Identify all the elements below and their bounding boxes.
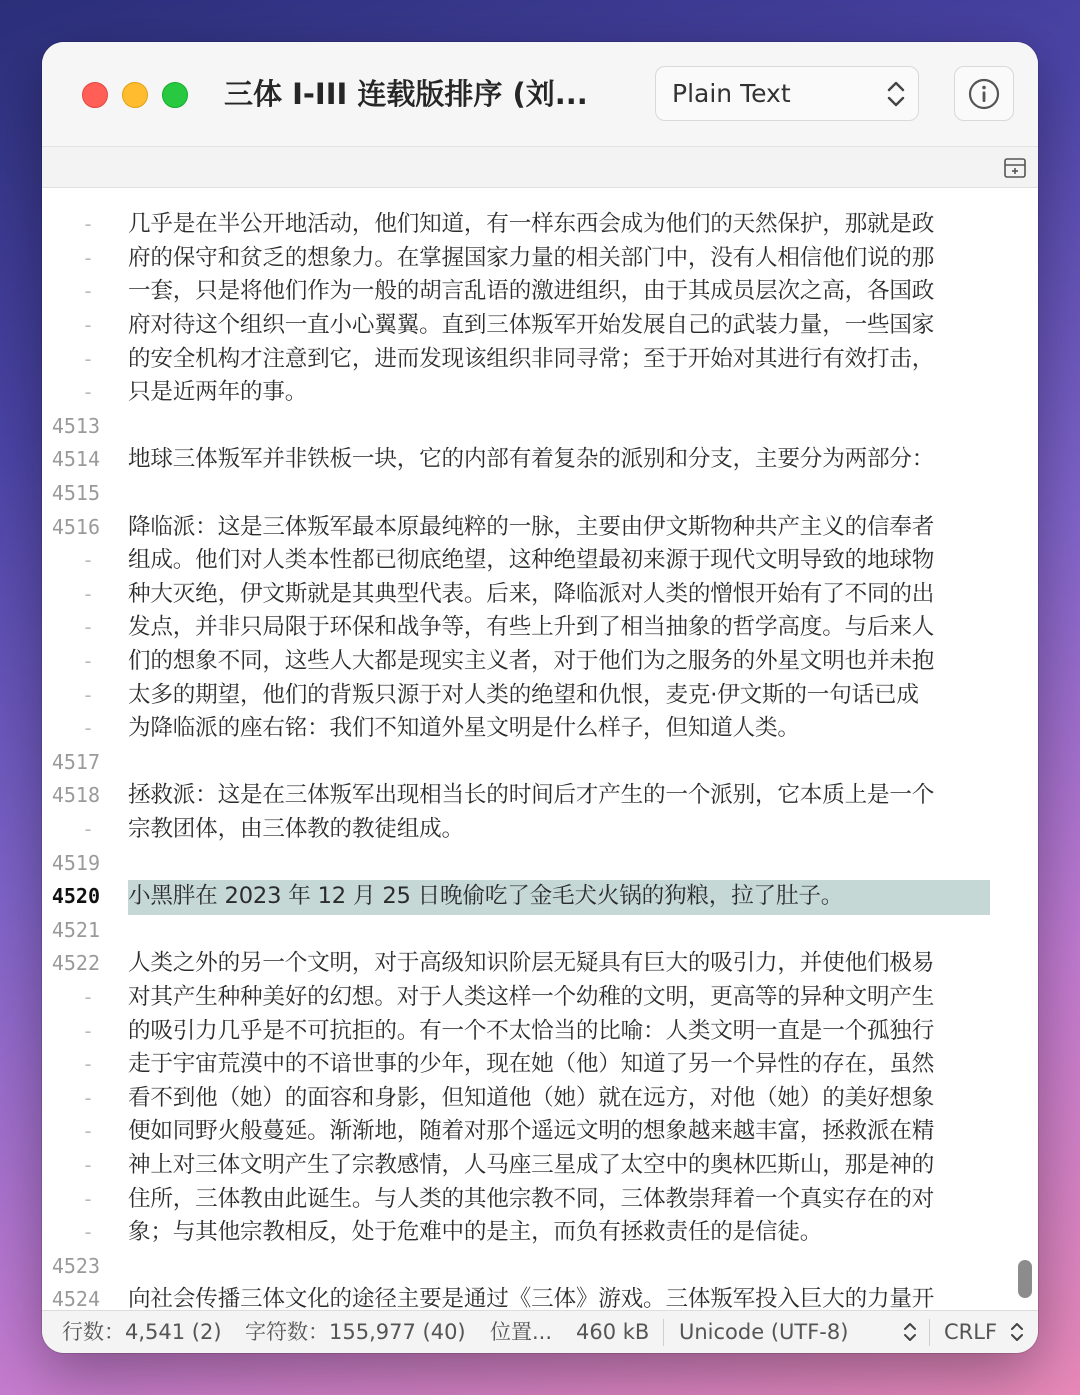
encoding-chevron-icon[interactable] — [903, 1322, 917, 1342]
text-line[interactable]: 府的保守和贫乏的想象力。在掌握国家力量的相关部门中，没有人相信他们说的那 — [128, 244, 935, 271]
line-number: 4521 — [51, 917, 100, 942]
line-number: 4522 — [51, 951, 100, 976]
char-count: 字符数：155,977 (40) — [245, 1320, 466, 1344]
status-divider — [663, 1319, 664, 1346]
line-continuation-marker: - — [81, 682, 94, 707]
line-number: 4519 — [51, 850, 100, 875]
line-continuation-marker: - — [81, 1018, 94, 1043]
window-title: 三体 I-III 连载版排序 (刘... — [224, 77, 588, 111]
text-line[interactable]: 向社会传播三体文化的途径主要是通过《三体》游戏。三体叛军投入巨大的力量开 — [128, 1286, 935, 1310]
line-continuation-marker: - — [81, 245, 94, 270]
line-continuation-marker: - — [81, 212, 94, 237]
text-editor[interactable] — [42, 188, 1038, 1310]
editor-window — [42, 42, 1038, 1353]
encoding-selector[interactable]: Unicode (UTF-8) — [679, 1320, 849, 1344]
file-size: 460 kB — [576, 1320, 650, 1344]
status-bar — [42, 1310, 1038, 1353]
line-number: 4515 — [51, 481, 100, 505]
text-line[interactable]: 便如同野火般蔓延。渐渐地，随着对那个遥远文明的想象越来越丰富，拯救派在精 — [128, 1118, 935, 1145]
text-line[interactable]: 几乎是在半公开地活动，他们知道，有一样东西会成为他们的天然保护，那就是政 — [128, 211, 935, 238]
minimize-button[interactable] — [122, 82, 148, 108]
text-line[interactable] — [128, 1250, 990, 1284]
text-line[interactable]: 只是近两年的事。 — [128, 379, 308, 406]
text-line[interactable]: 组成。他们对人类本性都已彻底绝望，这种绝望最初来源于现代文明导致的地球物 — [128, 547, 935, 574]
line-number: 4518 — [51, 783, 100, 808]
line-number: 4517 — [51, 749, 100, 774]
text-line[interactable]: 对其产生种种美好的幻想。对于人类这样一个幼稚的文明，更高等的异种文明产生 — [128, 984, 935, 1010]
line-count: 行数：4,541 (2) — [62, 1320, 222, 1344]
cursor-position[interactable]: 位置... — [490, 1320, 553, 1344]
text-line[interactable]: 们的想象不同，这些人大都是现实主义者，对于他们为之服务的外星文明也并未抱 — [128, 648, 935, 674]
split-view-icon[interactable] — [1004, 158, 1026, 178]
line-number: 4524 — [51, 1287, 100, 1310]
text-line[interactable]: 太多的期望，他们的背叛只源于对人类的绝望和仇恨，麦克·伊文斯的一句话已成 — [128, 681, 919, 708]
line-continuation-marker: - — [81, 581, 94, 606]
text-content[interactable] — [128, 188, 990, 1310]
text-line[interactable] — [128, 477, 990, 511]
text-line[interactable]: 降临派：这是三体叛军最本原最纯粹的一脉，主要由伊文斯物种共产主义的信奉者 — [128, 513, 935, 540]
text-line[interactable]: 走于宇宙荒漠中的不谙世事的少年，现在她（他）知道了另一个异性的存在，虽然 — [128, 1051, 935, 1078]
line-continuation-marker: - — [81, 1052, 94, 1077]
line-continuation-marker: - — [81, 380, 94, 405]
text-line[interactable] — [128, 914, 990, 948]
current-text-line[interactable]: 小黑胖在 2023 年 12 月 25 日晚偷吃了金毛犬火锅的狗粮，拉了肚子。 — [128, 883, 844, 910]
title-bar — [42, 42, 1038, 147]
text-line[interactable]: 住所，三体教由此诞生。与人类的其他宗教不同，三体教崇拜着一个真实存在的对 — [128, 1185, 935, 1212]
line-continuation-marker: - — [81, 313, 94, 337]
line-continuation-marker: - — [81, 1085, 94, 1110]
line-number: 4523 — [51, 1253, 100, 1278]
text-line[interactable]: 宗教团体，由三体教的教徒组成。 — [128, 816, 464, 842]
text-line[interactable]: 一套，只是将他们作为一般的胡言乱语的激进组织，由于其成员层次之高，各国政 — [128, 278, 935, 305]
line-ending-chevron-icon[interactable] — [1010, 1322, 1024, 1342]
chevron-updown-icon — [886, 79, 906, 109]
text-line[interactable]: 发点，并非只局限于环保和战争等，有些上升到了相当抽象的哲学高度。与后来人 — [128, 614, 935, 641]
text-line[interactable]: 人类之外的另一个文明，对于高级知识阶层无疑具有巨大的吸引力，并使他们极易 — [128, 950, 935, 977]
line-number: 4520 — [51, 884, 100, 909]
zoom-button[interactable] — [162, 82, 188, 108]
line-ending-selector[interactable]: CRLF — [944, 1320, 998, 1344]
syntax-label: Plain Text — [672, 79, 791, 108]
close-button[interactable] — [82, 82, 108, 108]
syntax-selector[interactable] — [655, 66, 919, 121]
text-line[interactable] — [128, 847, 990, 881]
line-continuation-marker: - — [81, 716, 94, 741]
info-button[interactable] — [954, 66, 1014, 121]
text-line[interactable]: 地球三体叛军并非铁板一块，它的内部有着复杂的派别和分支，主要分为两部分： — [128, 446, 935, 473]
text-line[interactable]: 拯救派：这是在三体叛军出现相当长的时间后才产生的一个派别，它本质上是一个 — [128, 782, 935, 809]
line-number-gutter — [42, 188, 110, 1310]
scrollbar-thumb[interactable] — [1018, 1260, 1032, 1298]
line-number: 4516 — [51, 514, 100, 539]
text-line[interactable]: 看不到他（她）的面容和身影，但知道他（她）就在远方，对他（她）的美好想象 — [128, 1084, 935, 1111]
text-line[interactable] — [128, 746, 990, 780]
status-divider — [929, 1319, 930, 1346]
line-number: 4513 — [51, 413, 100, 438]
line-continuation-marker: - — [81, 279, 94, 304]
line-continuation-marker: - — [81, 346, 94, 371]
editor-toolbar — [42, 147, 1038, 188]
line-continuation-marker: - — [81, 1186, 94, 1211]
text-line[interactable]: 为降临派的座右铭：我们不知道外星文明是什么样子，但知道人类。 — [128, 715, 800, 742]
line-continuation-marker: - — [81, 649, 94, 673]
line-continuation-marker: - — [81, 548, 94, 573]
line-number: 4514 — [51, 447, 100, 472]
line-continuation-marker: - — [81, 985, 94, 1009]
info-icon — [968, 78, 1000, 110]
text-line[interactable]: 的吸引力几乎是不可抗拒的。有一个不太恰当的比喻：人类文明一直是一个孤独行 — [128, 1017, 935, 1044]
text-line[interactable]: 象；与其他宗教相反，处于危难中的是主，而负有拯救责任的是信徒。 — [128, 1219, 823, 1246]
line-continuation-marker: - — [81, 817, 94, 841]
text-line[interactable]: 府对待这个组织一直小心翼翼。直到三体叛军开始发展自己的武装力量，一些国家 — [128, 312, 935, 338]
text-line[interactable]: 的安全机构才注意到它，进而发现该组织非同寻常；至于开始对其进行有效打击， — [128, 345, 935, 372]
text-line[interactable]: 神上对三体文明产生了宗教感情，人马座三星成了太空中的奥林匹斯山，那是神的 — [128, 1152, 935, 1178]
line-continuation-marker: - — [81, 1119, 94, 1144]
text-line[interactable] — [128, 410, 990, 444]
line-continuation-marker: - — [81, 1220, 94, 1245]
text-line[interactable]: 种大灭绝，伊文斯就是其典型代表。后来，降临派对人类的憎恨开始有了不同的出 — [128, 580, 935, 607]
line-continuation-marker: - — [81, 1153, 94, 1177]
line-continuation-marker: - — [81, 615, 94, 640]
